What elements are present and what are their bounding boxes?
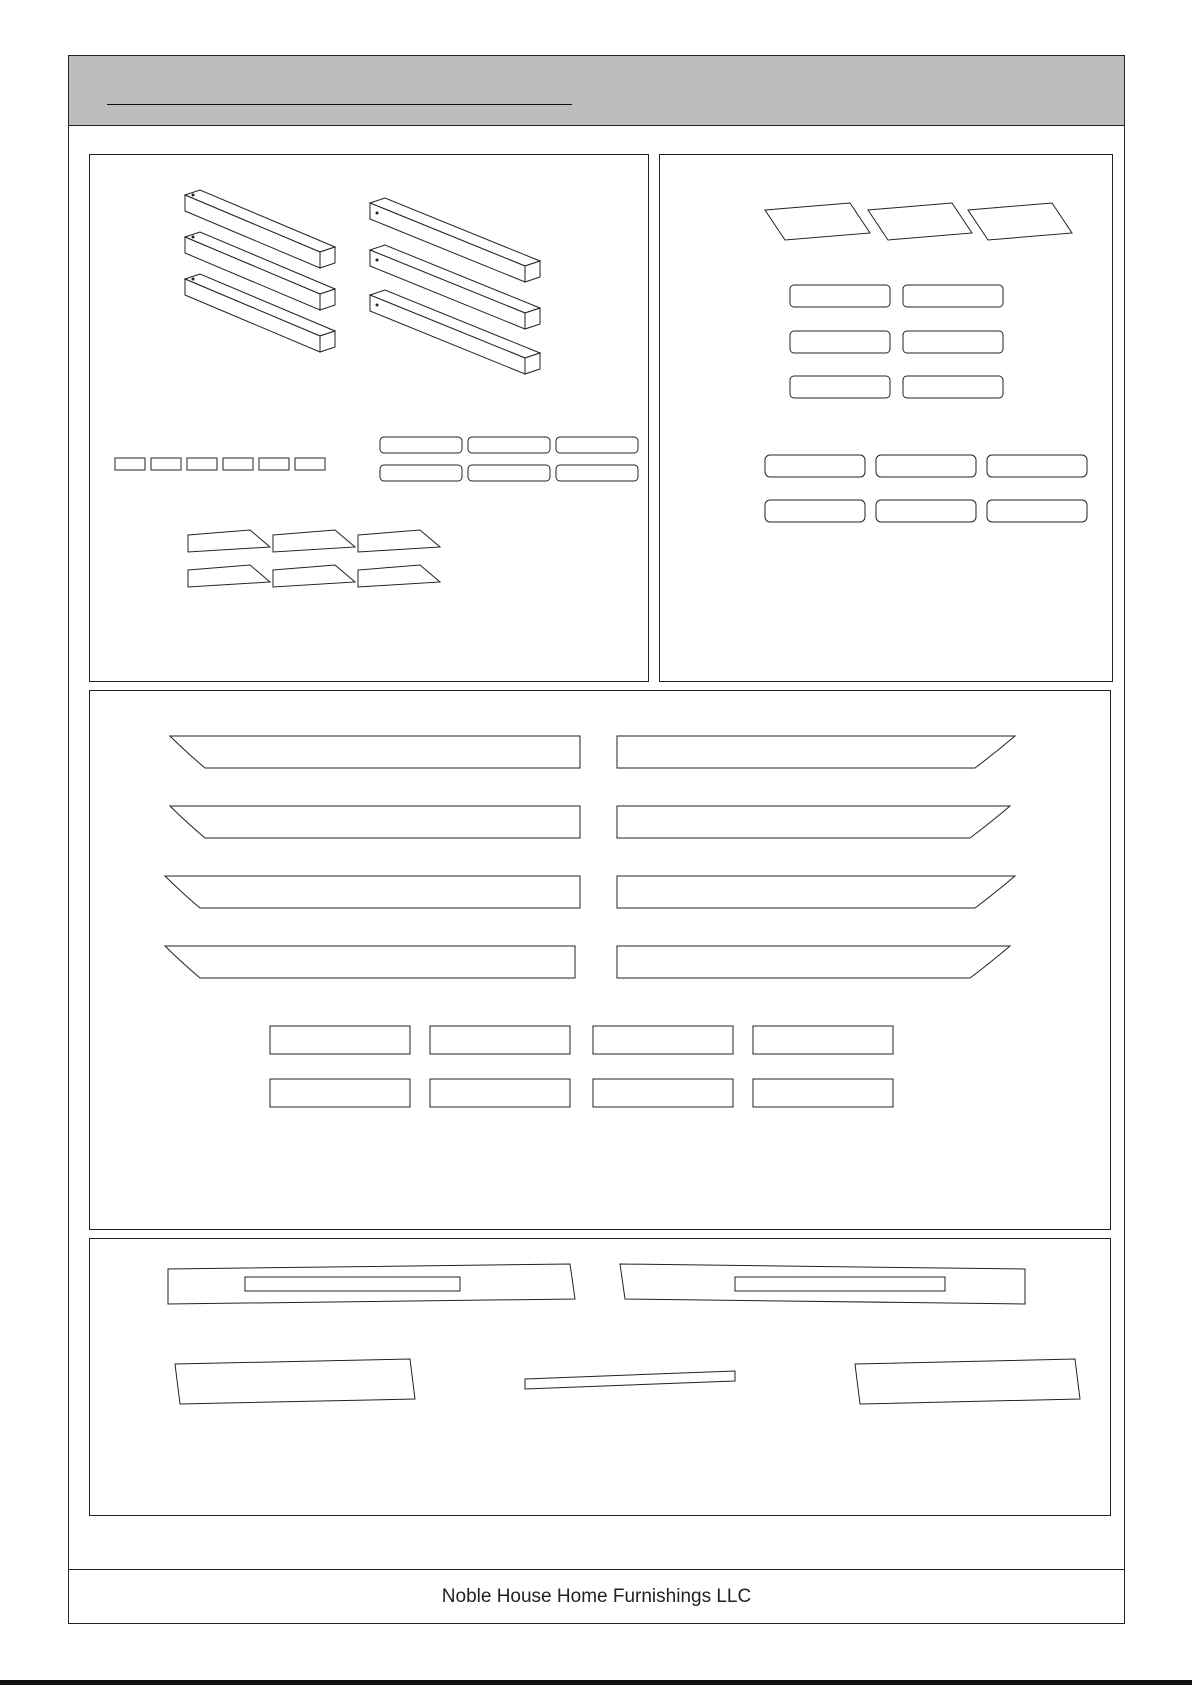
panel-legs-and-blocks <box>89 154 649 682</box>
right-rails <box>617 736 1015 978</box>
frame-rails-drawing <box>90 1239 1112 1517</box>
header-band <box>69 56 1124 126</box>
panel-side-rails-and-plates <box>89 690 1111 1230</box>
panel-frame-rails-and-brackets <box>89 1238 1111 1516</box>
panel-cushion-blocks <box>659 154 1113 682</box>
frame-rail-right <box>620 1264 1025 1304</box>
mounting-plate-grid <box>270 1026 893 1107</box>
rounded-bracket-grid <box>765 455 1087 522</box>
small-bracket-row <box>115 458 325 470</box>
side-rails-drawing <box>90 691 1112 1231</box>
bottom-strip <box>0 1680 1192 1685</box>
bracket-plate-left <box>175 1359 415 1404</box>
legs-blocks-drawing <box>90 155 650 683</box>
footer-company-name: Noble House Home Furnishings LLC <box>441 1586 752 1607</box>
bracket-plate-right <box>855 1359 1080 1404</box>
title-underline <box>107 104 572 105</box>
left-rails <box>165 736 580 978</box>
footer-rule <box>69 1569 1124 1570</box>
cushion-blocks-drawing <box>660 155 1114 683</box>
large-plate-row <box>765 203 1072 240</box>
cushion-block-grid-a <box>380 437 638 481</box>
plate-grid-a <box>188 530 440 587</box>
frame-rail-left <box>168 1264 575 1304</box>
strap-bar <box>525 1371 735 1389</box>
medium-block-grid <box>790 285 1003 398</box>
page-frame <box>68 55 1125 1624</box>
